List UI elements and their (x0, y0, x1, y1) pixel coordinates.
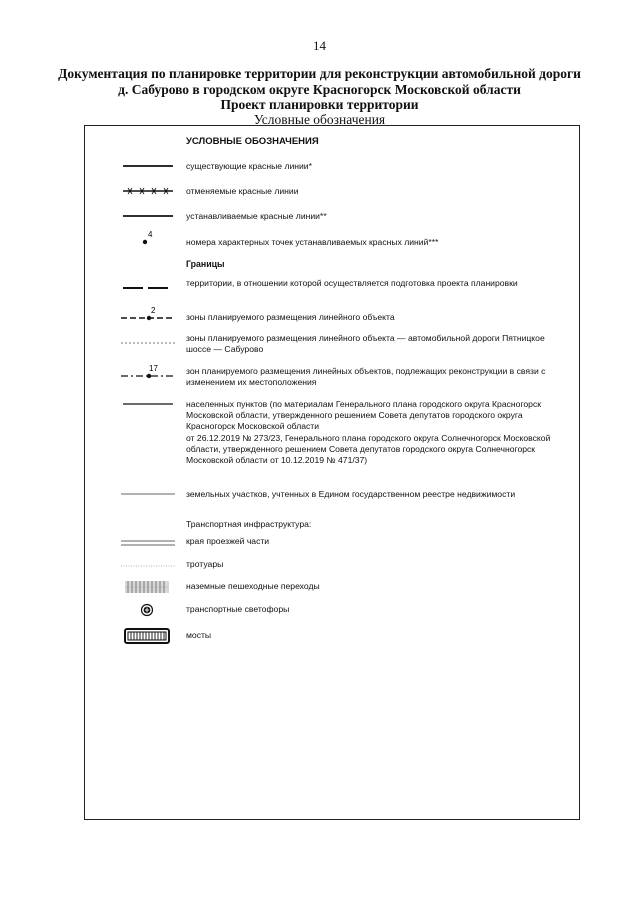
legend-label: зоны планируемого размещения линейного объекта (186, 312, 395, 322)
legend-label: территории, в отношении которой осуществляется подготовка проекта планировки (186, 278, 518, 288)
legend-label: земельных участков, учтенных в Едином государственном реестре недвижимости (186, 489, 516, 499)
point-number: 17 (149, 364, 158, 373)
legend-label: номера характерных точек устанавливаемых красных линий*** (186, 237, 439, 247)
crossed-line-icon (119, 183, 175, 199)
legend-label: транспортные светофоры (186, 604, 290, 614)
numbered-point-icon (119, 229, 175, 249)
thin-line-icon (119, 398, 175, 414)
legend-label: тротуары (186, 559, 224, 569)
legend-heading: УСЛОВНЫЕ ОБОЗНАЧЕНИЯ (186, 136, 319, 147)
legend-subtitle: Условные обозначения (253, 112, 386, 127)
dotted-line-icon (119, 335, 175, 351)
transport-heading: Транспортная инфраструктура: (186, 519, 312, 529)
point-number: 4 (148, 230, 153, 239)
title-line-1: Документация по планировке территории для реконструкции автомобильной дороги (58, 66, 581, 81)
dashed-thick-line-icon (119, 280, 175, 296)
title-line-2: д. Сабурово в городском округе Красногорск Московской области (118, 81, 521, 97)
dash-dot-numbered-line-icon (119, 363, 175, 383)
thin-line-icon (119, 489, 175, 505)
thick-line-icon (119, 208, 175, 224)
legend-frame (84, 125, 580, 820)
title-line-3: Проект планировки территории (220, 97, 419, 112)
bridge-icon (119, 626, 175, 646)
crosswalk-icon (119, 578, 175, 596)
page-number: 14 (313, 38, 326, 53)
legend-label: наземные пешеходные переходы (186, 581, 320, 591)
legend-label: отменяемые красные линии (186, 186, 299, 196)
legend-label: существующие красные линии* (186, 161, 312, 171)
legend-label: мосты (186, 630, 212, 640)
legend-label: населенных пунктов (по материалам Генерального плана городского округа Красногорск Московской области, утвержденного решением Совета депутатов городского округа Красногорск Московской области от 26.12.2019 № 273/23, Генерального плана городского округа Солнечногорск Московской области, утвержденного решением Совета депутатов городского округа Солнечногорск Московской области от 10.12.2019 № 471/37) (186, 399, 551, 466)
legend-label: края проезжей части (186, 536, 270, 546)
point-number: 2 (151, 306, 156, 315)
legend-label: зоны планируемого размещения линейного объекта — автомобильной дороги Пятницкое шоссе — Сабурово (186, 333, 545, 355)
document-title (40, 66, 599, 113)
legend-label: устанавливаемые красные линии** (186, 211, 327, 221)
boundaries-heading: Границы (186, 259, 225, 269)
legend-label: зон планируемого размещения линейных объектов, подлежащих реконструкции в связи с изменением их местоположения (186, 366, 546, 388)
thick-line-icon (119, 158, 175, 174)
dash-dot-numbered-line-icon (119, 306, 175, 326)
double-line-icon (119, 536, 175, 552)
traffic-light-icon (119, 601, 175, 619)
dotted-thin-line-icon (119, 558, 175, 574)
